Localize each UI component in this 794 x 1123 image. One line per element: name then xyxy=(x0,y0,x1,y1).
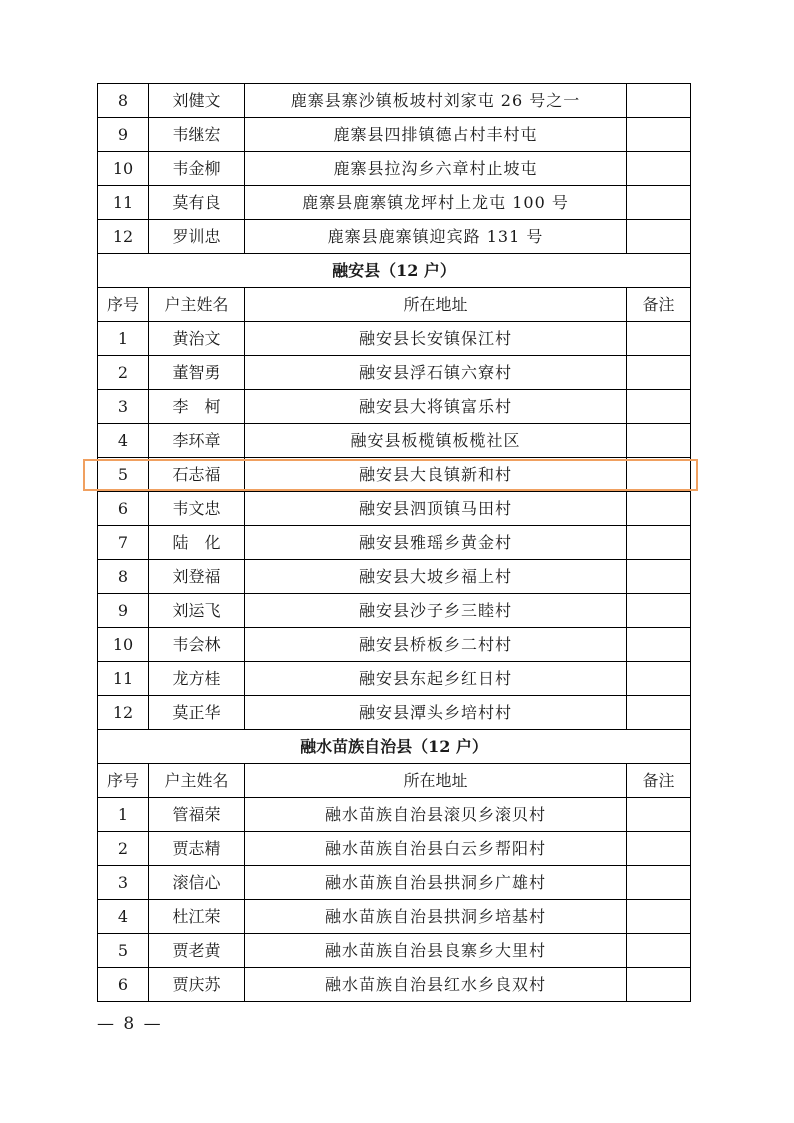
row-number: 6 xyxy=(98,968,149,1002)
row-number: 5 xyxy=(98,934,149,968)
roster-body xyxy=(98,84,691,1002)
address: 鹿寨县鹿寨镇迎宾路 131 号 xyxy=(245,220,627,254)
section-title-row xyxy=(98,730,691,764)
table-row xyxy=(98,968,691,1002)
header-no: 序号 xyxy=(98,764,149,798)
householder-name: 石志福 xyxy=(149,458,245,492)
table-row xyxy=(98,832,691,866)
address: 融安县大良镇新和村 xyxy=(245,458,627,492)
row-number: 3 xyxy=(98,390,149,424)
householder-name: 罗训忠 xyxy=(149,220,245,254)
section-title: 融安县（12 户） xyxy=(98,254,691,288)
table-row xyxy=(98,934,691,968)
note xyxy=(627,424,691,458)
note xyxy=(627,832,691,866)
note xyxy=(627,560,691,594)
householder-name: 李环章 xyxy=(149,424,245,458)
row-number: 8 xyxy=(98,560,149,594)
address: 融安县潭头乡培村村 xyxy=(245,696,627,730)
householder-name: 杜江荣 xyxy=(149,900,245,934)
household-roster-table xyxy=(97,83,691,1002)
row-number: 2 xyxy=(98,356,149,390)
note xyxy=(627,662,691,696)
table-row xyxy=(98,458,691,492)
table-row xyxy=(98,118,691,152)
row-number: 6 xyxy=(98,492,149,526)
address: 鹿寨县寨沙镇板坡村刘家屯 26 号之一 xyxy=(245,84,627,118)
row-number: 2 xyxy=(98,832,149,866)
table-row xyxy=(98,526,691,560)
table-row xyxy=(98,356,691,390)
householder-name: 莫有良 xyxy=(149,186,245,220)
note xyxy=(627,118,691,152)
note xyxy=(627,866,691,900)
householder-name: 龙方桂 xyxy=(149,662,245,696)
table-row xyxy=(98,84,691,118)
row-number: 11 xyxy=(98,186,149,220)
table-row xyxy=(98,628,691,662)
address: 融水苗族自治县良寨乡大里村 xyxy=(245,934,627,968)
address: 融安县泗顶镇马田村 xyxy=(245,492,627,526)
householder-name: 莫正华 xyxy=(149,696,245,730)
address: 融安县板榄镇板榄社区 xyxy=(245,424,627,458)
householder-name: 韦文忠 xyxy=(149,492,245,526)
householder-name: 黄治文 xyxy=(149,322,245,356)
row-number: 4 xyxy=(98,424,149,458)
page-number: — 8 — xyxy=(97,1014,163,1034)
row-number: 9 xyxy=(98,594,149,628)
note xyxy=(627,628,691,662)
note xyxy=(627,458,691,492)
householder-name: 贾志精 xyxy=(149,832,245,866)
note xyxy=(627,968,691,1002)
table-row xyxy=(98,322,691,356)
address: 融水苗族自治县滚贝乡滚贝村 xyxy=(245,798,627,832)
householder-name: 贾老黄 xyxy=(149,934,245,968)
header-no: 序号 xyxy=(98,288,149,322)
householder-name: 刘运飞 xyxy=(149,594,245,628)
note xyxy=(627,356,691,390)
householder-name: 滚信心 xyxy=(149,866,245,900)
row-number: 12 xyxy=(98,220,149,254)
note xyxy=(627,594,691,628)
address: 融水苗族自治县红水乡良双村 xyxy=(245,968,627,1002)
householder-name: 贾庆苏 xyxy=(149,968,245,1002)
section-title: 融水苗族自治县（12 户） xyxy=(98,730,691,764)
address: 融安县长安镇保江村 xyxy=(245,322,627,356)
table-row xyxy=(98,390,691,424)
row-number: 5 xyxy=(98,458,149,492)
header-note: 备注 xyxy=(627,288,691,322)
row-number: 9 xyxy=(98,118,149,152)
table-row xyxy=(98,152,691,186)
section-title-row xyxy=(98,254,691,288)
address: 鹿寨县鹿寨镇龙坪村上龙屯 100 号 xyxy=(245,186,627,220)
row-number: 7 xyxy=(98,526,149,560)
column-header-row xyxy=(98,764,691,798)
table-row xyxy=(98,594,691,628)
column-header-row xyxy=(98,288,691,322)
householder-name: 刘健文 xyxy=(149,84,245,118)
note xyxy=(627,84,691,118)
table-row xyxy=(98,696,691,730)
table-row xyxy=(98,560,691,594)
row-number: 1 xyxy=(98,798,149,832)
note xyxy=(627,152,691,186)
address: 融安县桥板乡二村村 xyxy=(245,628,627,662)
householder-name: 韦会林 xyxy=(149,628,245,662)
note xyxy=(627,900,691,934)
address: 融安县沙子乡三睦村 xyxy=(245,594,627,628)
row-number: 3 xyxy=(98,866,149,900)
note xyxy=(627,934,691,968)
note xyxy=(627,220,691,254)
row-number: 11 xyxy=(98,662,149,696)
householder-name: 陆 化 xyxy=(149,526,245,560)
note xyxy=(627,526,691,560)
table-row xyxy=(98,866,691,900)
header-note: 备注 xyxy=(627,764,691,798)
address: 融水苗族自治县拱洞乡广雄村 xyxy=(245,866,627,900)
address: 融安县浮石镇六寮村 xyxy=(245,356,627,390)
address: 融水苗族自治县拱洞乡培基村 xyxy=(245,900,627,934)
table-row xyxy=(98,186,691,220)
householder-name: 韦金柳 xyxy=(149,152,245,186)
row-number: 10 xyxy=(98,628,149,662)
note xyxy=(627,322,691,356)
header-name: 户主姓名 xyxy=(149,764,245,798)
header-address: 所在地址 xyxy=(245,764,627,798)
householder-name: 刘登福 xyxy=(149,560,245,594)
row-number: 1 xyxy=(98,322,149,356)
header-name: 户主姓名 xyxy=(149,288,245,322)
address: 融安县大将镇富乐村 xyxy=(245,390,627,424)
row-number: 4 xyxy=(98,900,149,934)
address: 融安县东起乡红日村 xyxy=(245,662,627,696)
householder-name: 李 柯 xyxy=(149,390,245,424)
address: 融安县大坡乡福上村 xyxy=(245,560,627,594)
address: 鹿寨县拉沟乡六章村止坡屯 xyxy=(245,152,627,186)
table-row xyxy=(98,798,691,832)
note xyxy=(627,492,691,526)
householder-name: 董智勇 xyxy=(149,356,245,390)
note xyxy=(627,798,691,832)
table-row xyxy=(98,900,691,934)
table-row xyxy=(98,492,691,526)
address: 鹿寨县四排镇德占村丰村屯 xyxy=(245,118,627,152)
table-row xyxy=(98,662,691,696)
row-number: 10 xyxy=(98,152,149,186)
header-address: 所在地址 xyxy=(245,288,627,322)
note xyxy=(627,390,691,424)
note xyxy=(627,696,691,730)
householder-name: 韦继宏 xyxy=(149,118,245,152)
row-number: 12 xyxy=(98,696,149,730)
address: 融水苗族自治县白云乡帮阳村 xyxy=(245,832,627,866)
row-number: 8 xyxy=(98,84,149,118)
table-row xyxy=(98,220,691,254)
address: 融安县雅瑶乡黄金村 xyxy=(245,526,627,560)
householder-name: 管福荣 xyxy=(149,798,245,832)
table-row xyxy=(98,424,691,458)
note xyxy=(627,186,691,220)
